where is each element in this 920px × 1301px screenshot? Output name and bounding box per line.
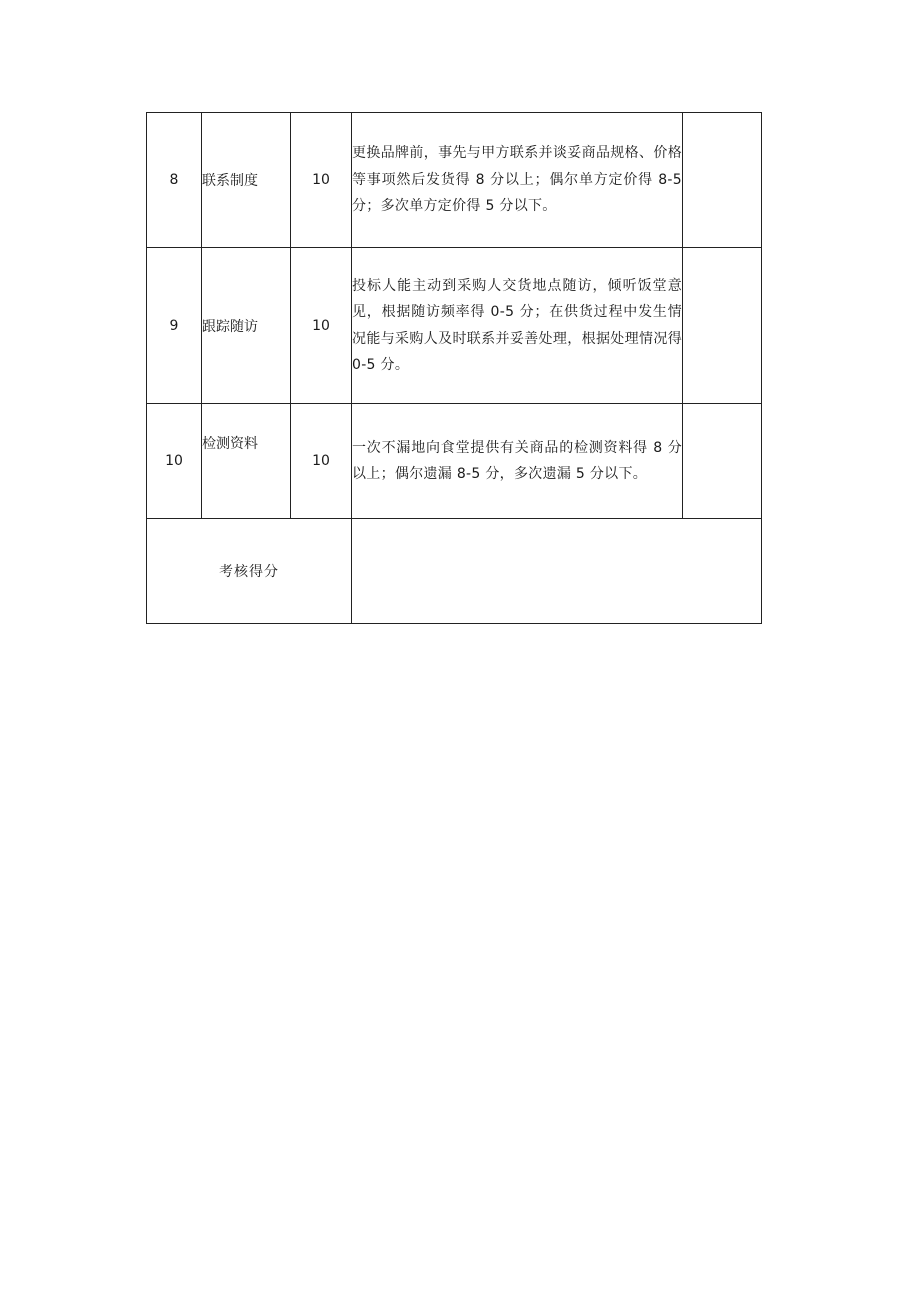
criteria-cell xyxy=(352,248,683,404)
remark-cell xyxy=(683,248,762,404)
max-score: 10 xyxy=(291,248,352,404)
table-row xyxy=(147,113,762,248)
item-name: 跟踪随访 xyxy=(202,248,291,404)
criteria-text: 投标人能主动到采购人交货地点随访，倾听饭堂意见，根据随访频率得 0-5 分；在供货过程中发生情况能与采购人及时联系并妥善处理，根据处理情况得 0-5 分。 xyxy=(352,277,682,373)
remark-cell xyxy=(683,113,762,248)
item-name: 联系制度 xyxy=(202,113,291,248)
total-score-label: 考核得分 xyxy=(147,519,352,624)
table-row xyxy=(147,404,762,519)
criteria-text: 一次不漏地向食堂提供有关商品的检测资料得 8 分以上；偶尔遗漏 8-5 分，多次遗漏 5 分以下。 xyxy=(352,439,682,482)
max-score: 10 xyxy=(291,404,352,519)
total-row xyxy=(147,519,762,624)
criteria-cell xyxy=(352,113,683,248)
item-name: 检测资料 xyxy=(202,436,258,452)
criteria-cell xyxy=(352,404,683,519)
remark-cell xyxy=(683,404,762,519)
criteria-text: 更换品牌前，事先与甲方联系并谈妥商品规格、价格等事项然后发货得 8 分以上；偶尔单方定价得 8-5 分；多次单方定价得 5 分以下。 xyxy=(352,145,682,215)
item-name-cell xyxy=(202,404,291,519)
row-number: 8 xyxy=(147,113,202,248)
max-score: 10 xyxy=(291,113,352,248)
total-score-field[interactable] xyxy=(352,519,762,624)
evaluation-table xyxy=(146,112,762,624)
table-row xyxy=(147,248,762,404)
row-number: 9 xyxy=(147,248,202,404)
row-number: 10 xyxy=(147,404,202,519)
evaluation-sheet xyxy=(146,112,761,624)
